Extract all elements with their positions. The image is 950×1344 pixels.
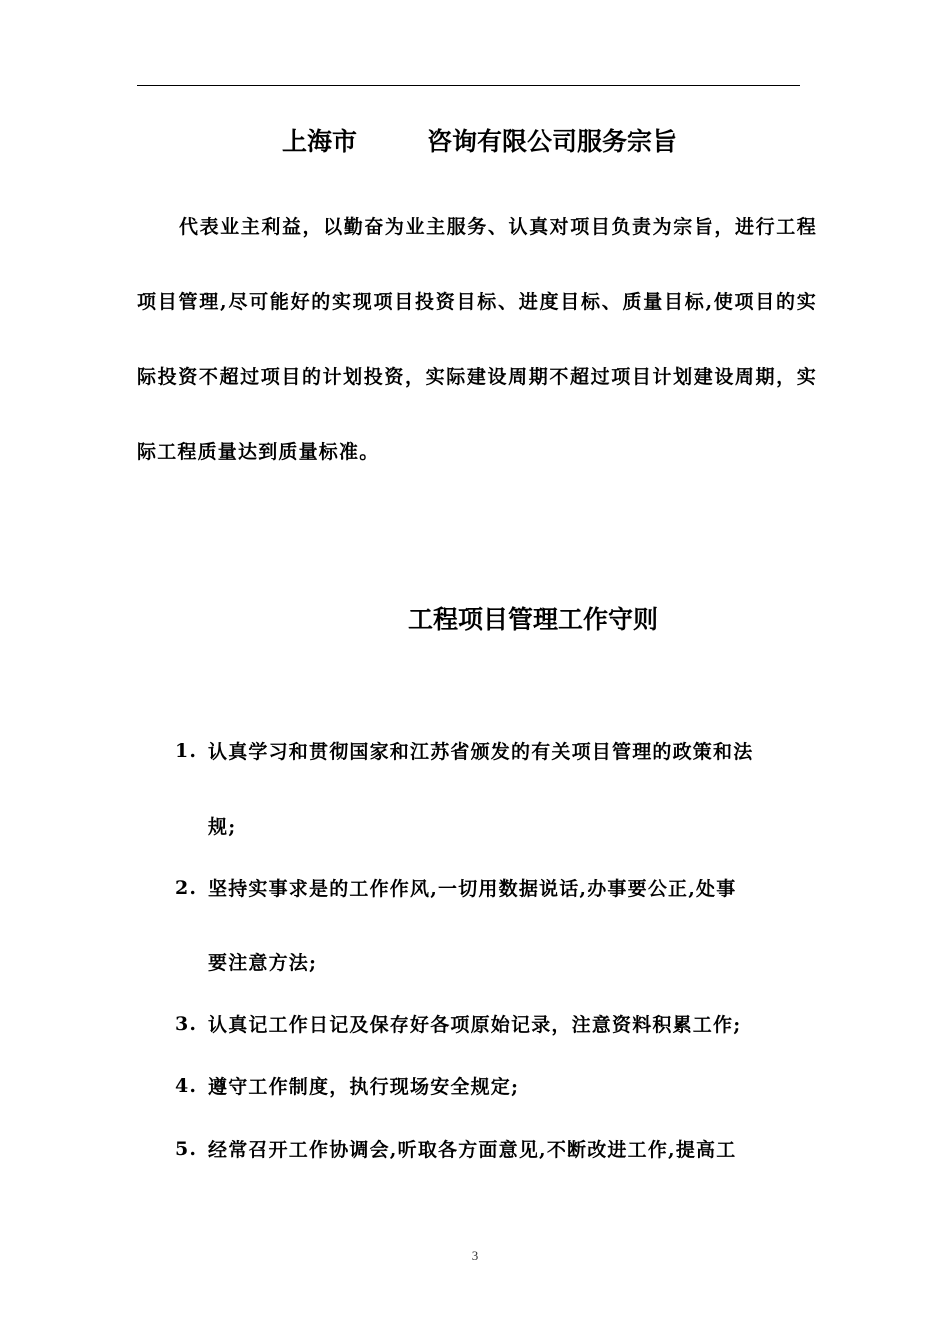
rule-number: 5.	[175, 1138, 198, 1160]
purpose-paragraph: 代表业主利益，以勤奋为业主服务、认真对项目负责为宗旨，进行工程项目管理,尽可能好的实现项目投资目标、进度目标、质量目标,使项目的实际投资不超过项目的计划投资，实际建设周期不超过项目计划建设周期，实际工程质量达到质量标准。	[137, 216, 817, 463]
rule-text-line: 认真学习和贯彻国家和江苏省颁发的有关项目管理的政策和法	[208, 741, 754, 763]
rule-text-line: 经常召开工作协调会,听取各方面意见,不断改进工作,提高工	[208, 1139, 737, 1161]
rule-number: 2.	[175, 877, 198, 899]
rule-text-line: 坚持实事求是的工作作风,一切用数据说话,办事要公正,处事	[208, 878, 737, 900]
rule-number: 3.	[175, 1013, 198, 1035]
rule-text-line: 要注意方法;	[208, 952, 318, 974]
rules-title: 工程项目管理工作守则	[407, 605, 658, 634]
title-city: 上海市	[282, 127, 358, 156]
page-number: 3	[471, 1248, 479, 1263]
rule-text-line: 遵守工作制度，执行现场安全规定;	[208, 1076, 520, 1098]
rule-text-line: 规;	[208, 816, 237, 838]
rule-number: 1.	[175, 740, 198, 762]
rule-number: 4.	[175, 1075, 198, 1097]
rule-text-line: 认真记工作日记及保存好各项原始记录，注意资料积累工作;	[208, 1014, 742, 1036]
title-company-purpose: 咨询有限公司服务宗旨	[427, 127, 678, 156]
